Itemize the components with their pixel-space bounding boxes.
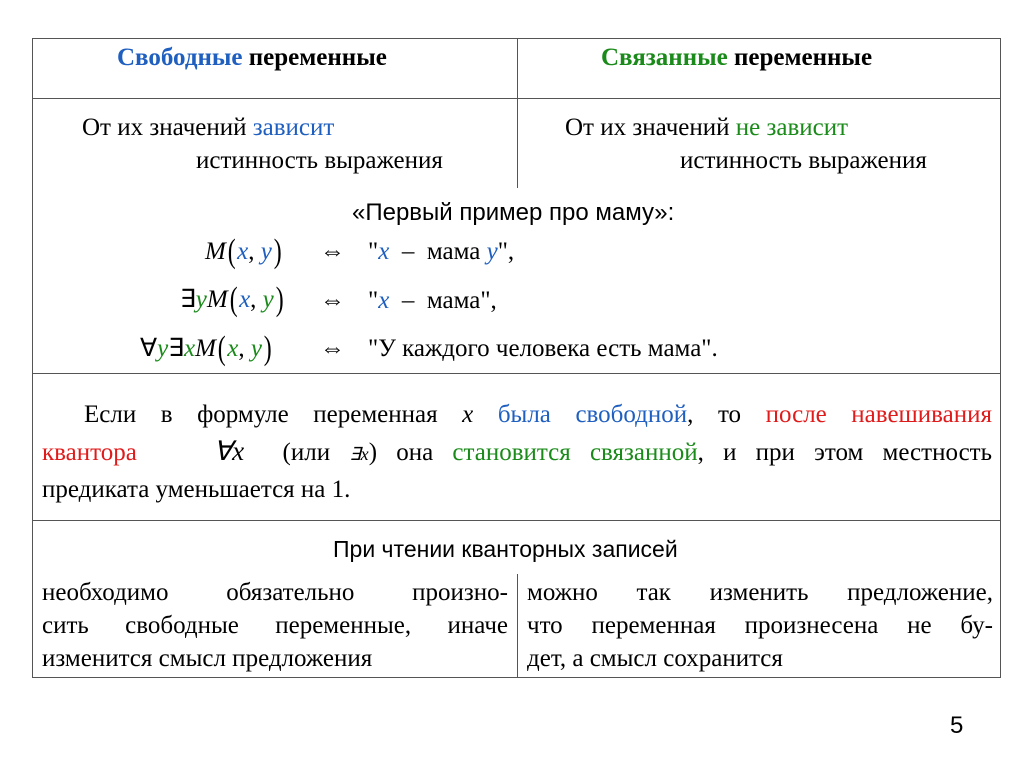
- rule-paragraph: [42, 397, 992, 508]
- page-number: 5: [950, 712, 964, 739]
- formula-line-3: ∀y∃xM(x, y): [140, 330, 272, 367]
- arg-x: x: [239, 286, 251, 313]
- bound-x: x: [184, 335, 196, 362]
- reading-right-line-1: можно так изменить предложение,: [527, 579, 993, 606]
- meaning-x: x: [378, 287, 390, 314]
- rule-line-1: [42, 397, 992, 433]
- bound-word: Связанные: [601, 44, 728, 71]
- rule-quantifier-word: квантора: [42, 439, 137, 466]
- table-left-border: [32, 38, 33, 678]
- dash: –: [401, 287, 415, 314]
- rule-text-c: , то: [687, 401, 766, 428]
- arg-y: y: [262, 286, 274, 313]
- reading-title: При чтении кванторных записей: [333, 536, 678, 562]
- arg-y: y: [260, 238, 272, 265]
- reading-divider: [517, 574, 518, 678]
- rule-space: [473, 401, 498, 428]
- arg-y: y: [250, 335, 262, 362]
- bound-rest: переменные: [727, 44, 873, 71]
- arg-x: x: [237, 238, 249, 265]
- free-rest: переменные: [242, 44, 387, 71]
- predicate-m: M: [206, 286, 228, 313]
- header-free-variables: [117, 44, 387, 72]
- bound-depends-colored: не зависит: [735, 114, 849, 141]
- rule-forall-x: ∀x: [213, 436, 245, 466]
- free-depends-prefix: От их значений: [82, 114, 253, 141]
- rule-after-binding: после навешивания: [765, 401, 992, 428]
- free-word: Свободные: [117, 44, 243, 71]
- rule-becomes-bound: становится связанной: [452, 439, 698, 466]
- example-bottom-border: [32, 373, 1001, 374]
- rule-var-x: x: [462, 401, 474, 428]
- bound-y: y: [157, 335, 169, 362]
- arg-comma: ,: [248, 238, 255, 265]
- example-title: «Первый пример про маму»:: [352, 199, 675, 226]
- rule-text-a: Если в формуле переменная: [84, 401, 463, 428]
- meaning-line-3: "У каждого человека есть мама".: [368, 335, 718, 362]
- rule-was-free: была свободной: [497, 401, 688, 428]
- mama-word: мама: [426, 287, 481, 314]
- rule-paren-close: ): [368, 439, 378, 466]
- reading-left-line-1: необходимо обязательно произно-: [42, 579, 508, 606]
- bound-depends-line2: истинность выражения: [680, 147, 927, 174]
- reading-right-line-3: дет, а смысл сохранится: [527, 645, 783, 672]
- rule-line-2: [42, 433, 992, 472]
- header-bound-variables: [601, 44, 872, 72]
- reading-left-line-2: сить свободные переменные, иначе: [42, 612, 508, 639]
- quote-close: ",: [497, 238, 515, 265]
- formula-line-2: ∃yM(x, y): [180, 281, 284, 318]
- exists-symbol: ∃: [180, 286, 196, 313]
- bound-y: y: [195, 286, 207, 313]
- bound-depends-prefix: От их значений: [565, 114, 736, 141]
- forall-symbol: ∀: [140, 335, 158, 362]
- reading-left: [42, 576, 508, 675]
- predicate-m: M: [195, 335, 216, 362]
- reading-right: [527, 576, 993, 675]
- rule-line-3: предиката уменьшается на 1.: [42, 476, 351, 503]
- quote-open: ": [368, 238, 379, 265]
- equiv-3: ⇔: [320, 335, 345, 362]
- reading-left-line-3: изменится смысл предложения: [42, 645, 373, 672]
- meaning-line-2: [368, 287, 497, 315]
- predicate-m: M: [205, 238, 226, 265]
- table-right-border: [1000, 38, 1001, 678]
- rule-she: она: [377, 439, 453, 466]
- formula-line-1: M(x, y): [205, 233, 282, 270]
- dash: –: [401, 238, 415, 265]
- meaning-line-1: [368, 238, 514, 266]
- meaning-x: x: [378, 238, 390, 265]
- reading-right-line-2: что переменная произнесена не бу-: [527, 612, 993, 639]
- meaning-y: y: [486, 238, 498, 265]
- equiv-2: ⇔: [320, 287, 345, 314]
- free-depends-line2: истинность выражения: [196, 147, 443, 174]
- free-depends-colored: зависит: [252, 114, 335, 141]
- quote-close: ",: [480, 287, 497, 314]
- rule-exists-x: ∃x: [349, 444, 369, 464]
- header-divider: [517, 38, 518, 188]
- free-depends-line1: [82, 114, 334, 142]
- bound-depends-line1: [565, 114, 848, 142]
- mama-word: мама: [426, 238, 481, 265]
- quote-open: ": [368, 287, 379, 314]
- rule-bottom-border: [32, 520, 1001, 521]
- rule-or: (или: [282, 439, 331, 466]
- arg-x: x: [227, 335, 239, 362]
- exists-symbol: ∃: [168, 335, 185, 362]
- rule-arity-text: , и при этом местность: [697, 439, 993, 466]
- equiv-1: ⇔: [320, 238, 345, 265]
